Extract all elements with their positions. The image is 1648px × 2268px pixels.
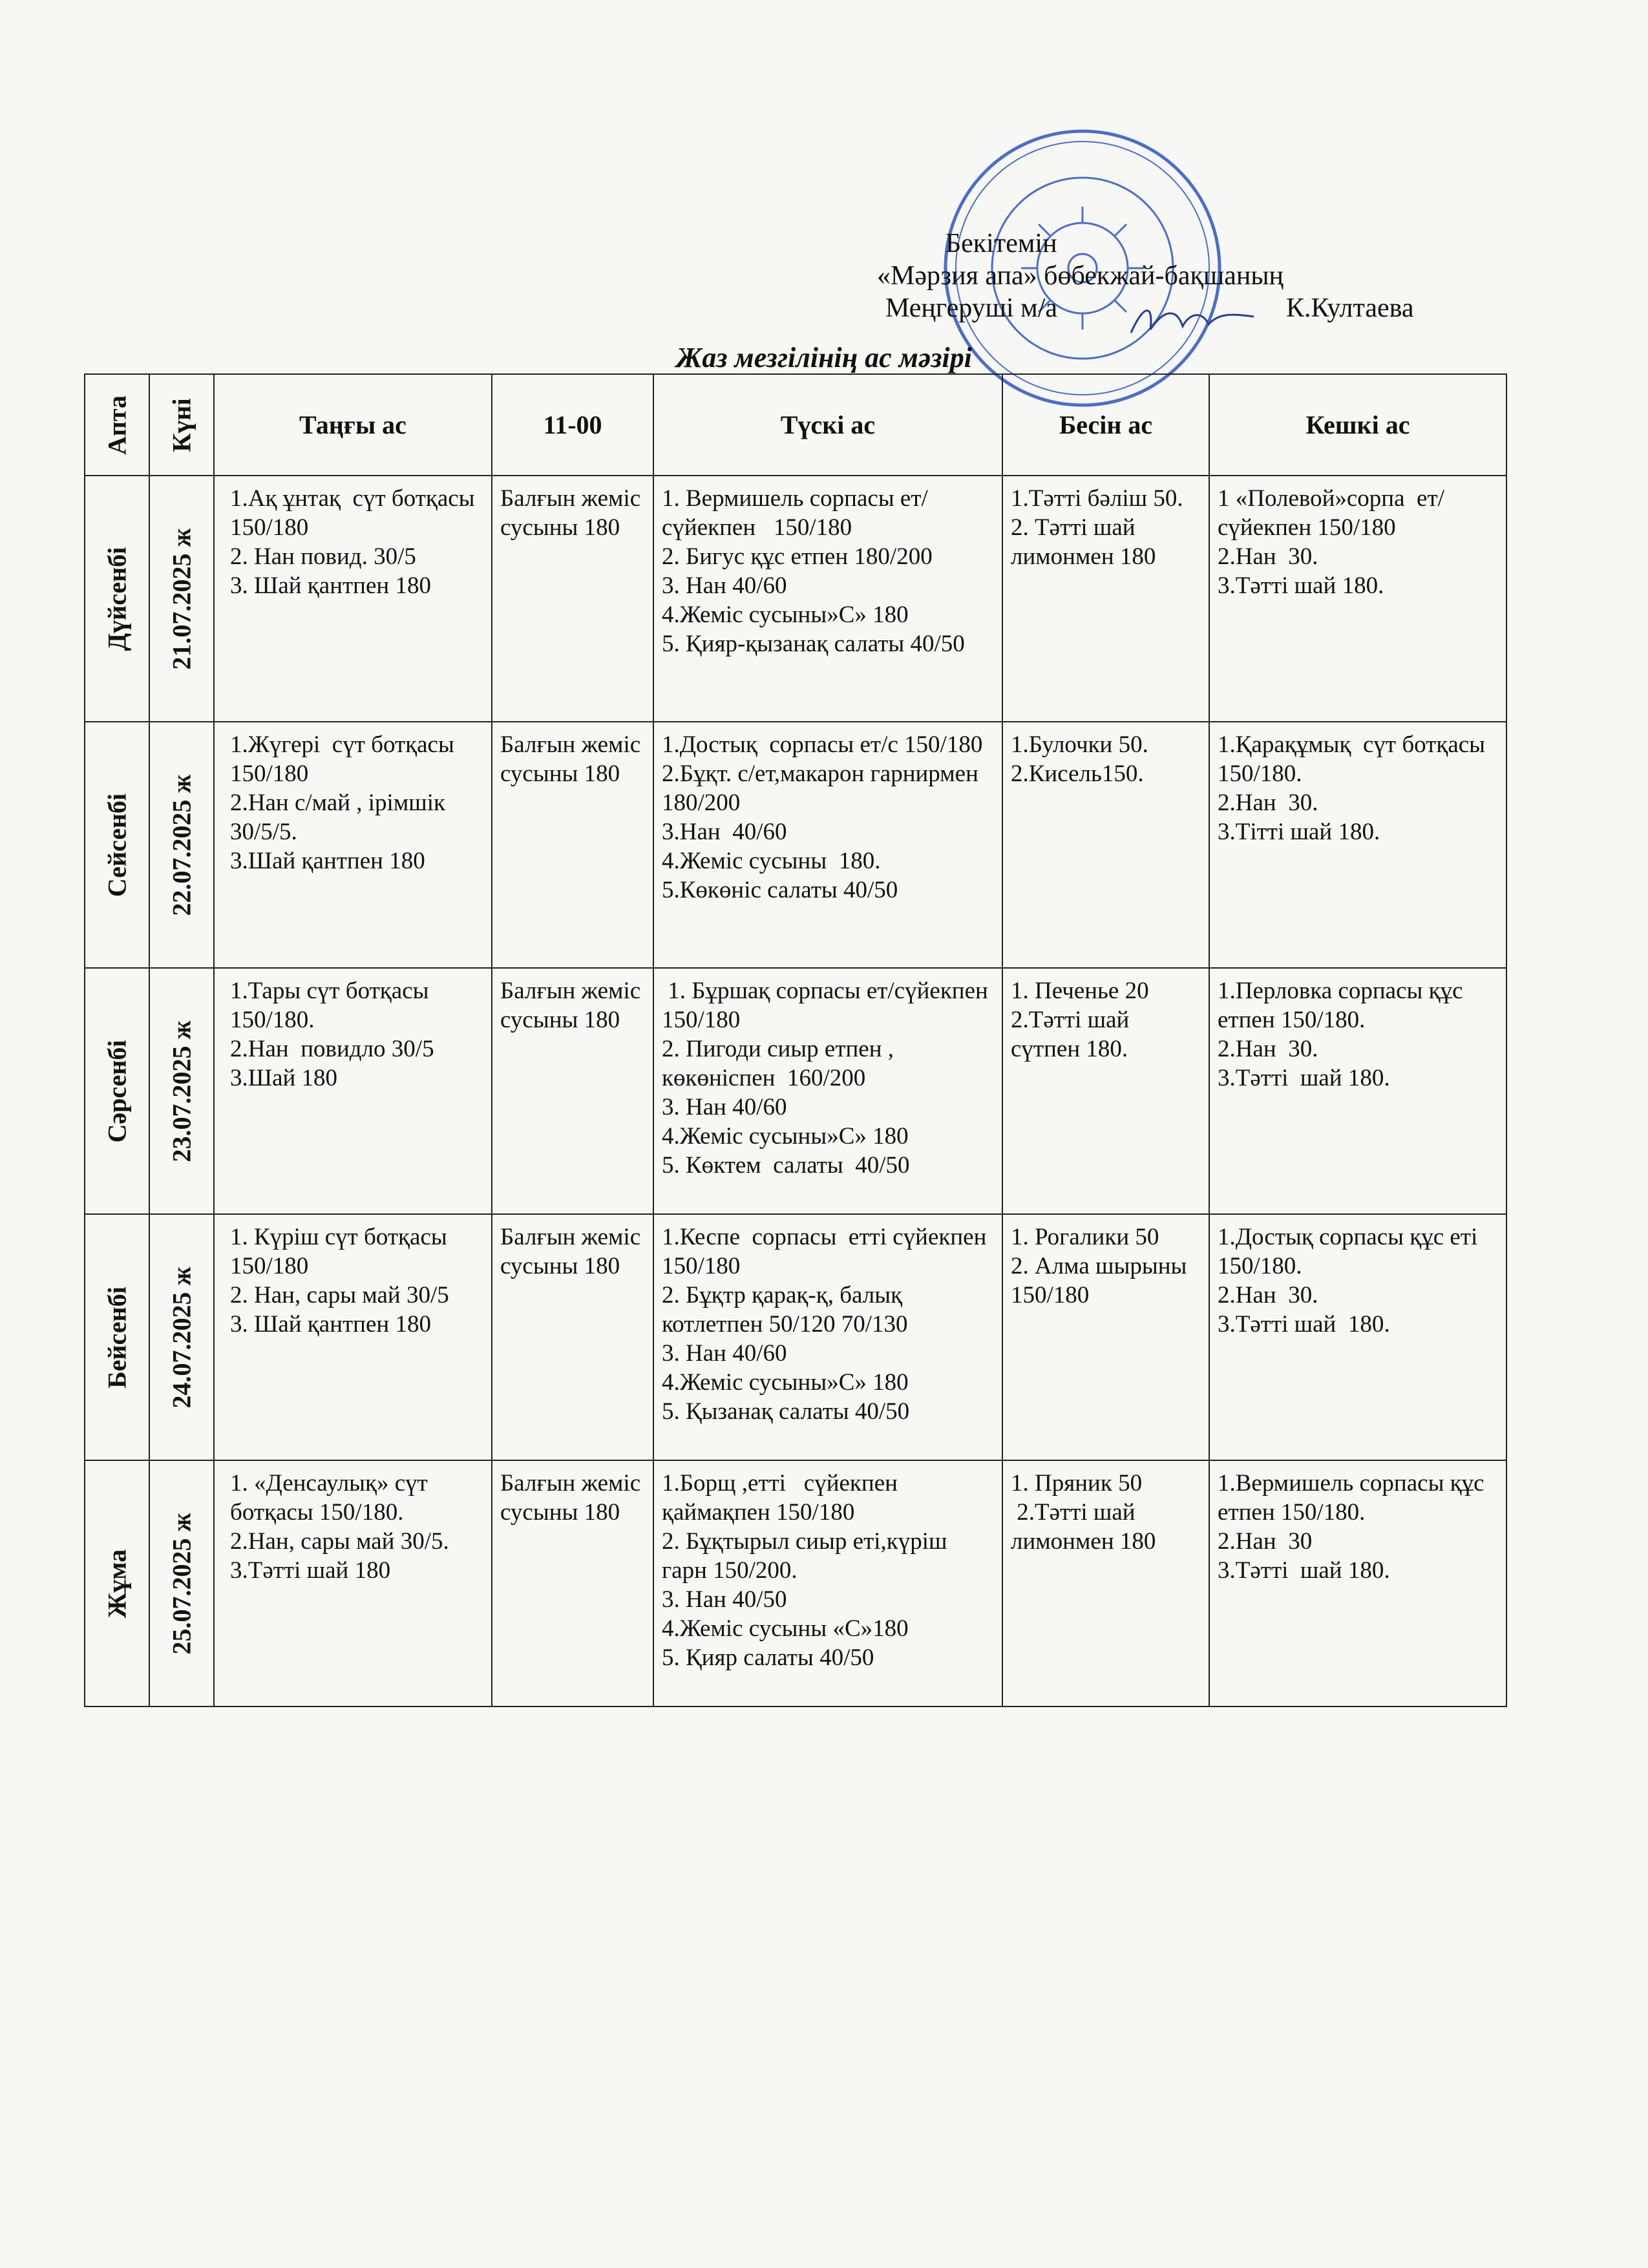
dinner-cell: 1.Достық сорпасы құс еті 150/180. 2.Нан 30. 3.Тәтті шай 180. — [1209, 1214, 1506, 1460]
day-date: 24.07.2025 ж — [149, 1214, 214, 1460]
header-day: Күні — [149, 374, 214, 476]
header-snack-11: 11-00 — [492, 374, 653, 476]
header-week: Апта — [85, 374, 149, 476]
lunch-cell: 1.Достық сорпасы ет/с 150/180 2.Бұқт. с/ет,макарон гарнирмен 180/200 3.Нан 40/60 4.Жеміс сусыны 180. 5.Көкөніс салаты 40/50 — [653, 722, 1002, 968]
day-name: Дүйсенбі — [85, 476, 149, 722]
approval-position: Меңгеруші м/а — [885, 293, 1058, 323]
header-lunch: Түскі ас — [653, 374, 1002, 476]
dinner-cell: 1.Перловка сорпасы құс етпен 150/180. 2.Нан 30. 3.Тәтті шай 180. — [1209, 968, 1506, 1214]
page-title: Жаз мезгілінің ас мәзірі — [676, 342, 972, 373]
day-date: 23.07.2025 ж — [149, 968, 214, 1214]
handwritten-signature — [1125, 297, 1260, 342]
header-breakfast: Таңғы ас — [214, 374, 492, 476]
snack-cell: Балғын жеміс сусыны 180 — [492, 722, 653, 968]
table-row — [85, 1214, 1506, 1460]
lunch-cell: 1.Борщ ,етті сүйекпен қаймақпен 150/180 2. Бұқтырыл сиыр еті,күріш гарн 150/200. 3. Нан 40/50 4.Жеміс сусыны «С»180 5. Қияр салаты 40/50 — [653, 1460, 1002, 1706]
header-afternoon: Бесін ас — [1002, 374, 1209, 476]
table-row — [85, 476, 1506, 722]
lunch-cell: 1. Вермишель сорпасы ет/сүйекпен 150/180 2. Бигус құс етпен 180/200 3. Нан 40/60 4.Жеміс сусыны»С» 180 5. Қияр-қызанақ салаты 40/50 — [653, 476, 1002, 722]
day-name: Сәрсенбі — [85, 968, 149, 1214]
afternoon-cell: 1.Булочки 50. 2.Кисель150. — [1002, 722, 1209, 968]
table-row — [85, 968, 1506, 1214]
approval-signatory: К.Култаева — [1286, 293, 1414, 323]
day-name: Сейсенбі — [85, 722, 149, 968]
dinner-cell: 1.Қарақұмық сүт ботқасы 150/180. 2.Нан 30. 3.Тітті шай 180. — [1209, 722, 1506, 968]
lunch-cell: 1.Кеспе сорпасы етті сүйекпен 150/180 2. Бұқтр қарақ-қ, балық котлетпен 50/120 70/130 3. Нан 40/60 4.Жеміс сусыны»С» 180 5. Қызанақ салаты 40/50 — [653, 1214, 1002, 1460]
table-row — [85, 1460, 1506, 1706]
lunch-cell: 1. Бұршақ сорпасы ет/сүйекпен 150/180 2. Пигоди сиыр етпен , көкөніспен 160/200 3. Нан 40/60 4.Жеміс сусыны»С» 180 5. Көктем салаты 40/50 — [653, 968, 1002, 1214]
snack-cell: Балғын жеміс сусыны 180 — [492, 968, 653, 1214]
menu-table — [84, 373, 1507, 1707]
breakfast-cell: 1.Жүгері сүт ботқасы 150/180 2.Нан с/май , ірімшік 30/5/5. 3.Шай қантпен 180 — [214, 722, 492, 968]
day-name: Бейсенбі — [85, 1214, 149, 1460]
approval-line-1: Бекітемін — [945, 229, 1057, 258]
snack-cell: Балғын жеміс сусыны 180 — [492, 1214, 653, 1460]
day-date: 25.07.2025 ж — [149, 1460, 214, 1706]
table-row — [85, 722, 1506, 968]
header-dinner: Кешкі ас — [1209, 374, 1506, 476]
approval-line-2: «Мәрзия апа» бөбекжай-бақшаның — [877, 261, 1284, 291]
snack-cell: Балғын жеміс сусыны 180 — [492, 476, 653, 722]
day-date: 22.07.2025 ж — [149, 722, 214, 968]
afternoon-cell: 1. Пряник 50 2.Тәтті шай лимонмен 180 — [1002, 1460, 1209, 1706]
day-name: Жұма — [85, 1460, 149, 1706]
breakfast-cell: 1.Тары сүт ботқасы 150/180. 2.Нан повидло 30/5 3.Шай 180 — [214, 968, 492, 1214]
header-row — [85, 374, 1506, 476]
snack-cell: Балғын жеміс сусыны 180 — [492, 1460, 653, 1706]
breakfast-cell: 1. Күріш сүт ботқасы 150/180 2. Нан, сары май 30/5 3. Шай қантпен 180 — [214, 1214, 492, 1460]
afternoon-cell: 1. Печенье 20 2.Тәтті шай сүтпен 180. — [1002, 968, 1209, 1214]
afternoon-cell: 1.Тәтті бәліш 50. 2. Тәтті шай лимонмен 180 — [1002, 476, 1209, 722]
dinner-cell: 1.Вермишель сорпасы құс етпен 150/180. 2.Нан 30 3.Тәтті шай 180. — [1209, 1460, 1506, 1706]
dinner-cell: 1 «Полевой»сорпа ет/сүйекпен 150/180 2.Нан 30. 3.Тәтті шай 180. — [1209, 476, 1506, 722]
breakfast-cell: 1. «Денсаулық» сүт ботқасы 150/180. 2.Нан, сары май 30/5. 3.Тәтті шай 180 — [214, 1460, 492, 1706]
day-date: 21.07.2025 ж — [149, 476, 214, 722]
breakfast-cell: 1.Ақ ұнтақ сүт ботқасы 150/180 2. Нан повид. 30/5 3. Шай қантпен 180 — [214, 476, 492, 722]
afternoon-cell: 1. Рогалики 50 2. Алма шырыны 150/180 — [1002, 1214, 1209, 1460]
